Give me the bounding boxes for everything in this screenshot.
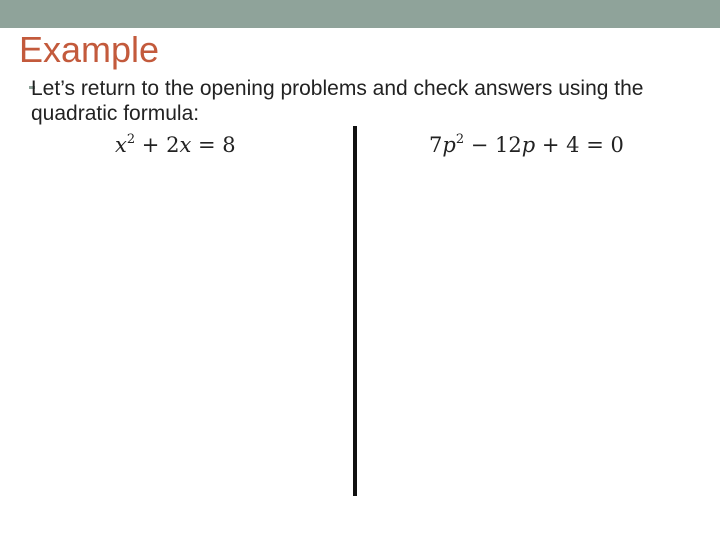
bullet-text: Let’s return to the opening problems and check answers using the quadratic formula:	[31, 77, 644, 125]
equation-right-var-p2: p	[521, 133, 536, 157]
equation-left-term: + 2	[135, 133, 180, 157]
equation-left-var-x: x	[115, 133, 127, 157]
equation-right-var-p: p	[442, 133, 456, 157]
equation-right	[429, 131, 624, 159]
equation-left	[115, 131, 236, 159]
header-bar	[0, 0, 720, 28]
equation-left-exponent: 2	[126, 132, 136, 147]
equation-right-coef: 7	[429, 133, 443, 157]
column-divider	[353, 126, 357, 496]
equation-right-rhs: + 4 = 0	[535, 133, 624, 157]
equation-left-rhs: = 8	[191, 133, 236, 157]
equation-right-term: − 12	[464, 133, 522, 157]
equation-right-exponent: 2	[455, 132, 465, 147]
slide-title: Example	[19, 29, 160, 70]
equation-left-var-x2: x	[179, 133, 192, 157]
